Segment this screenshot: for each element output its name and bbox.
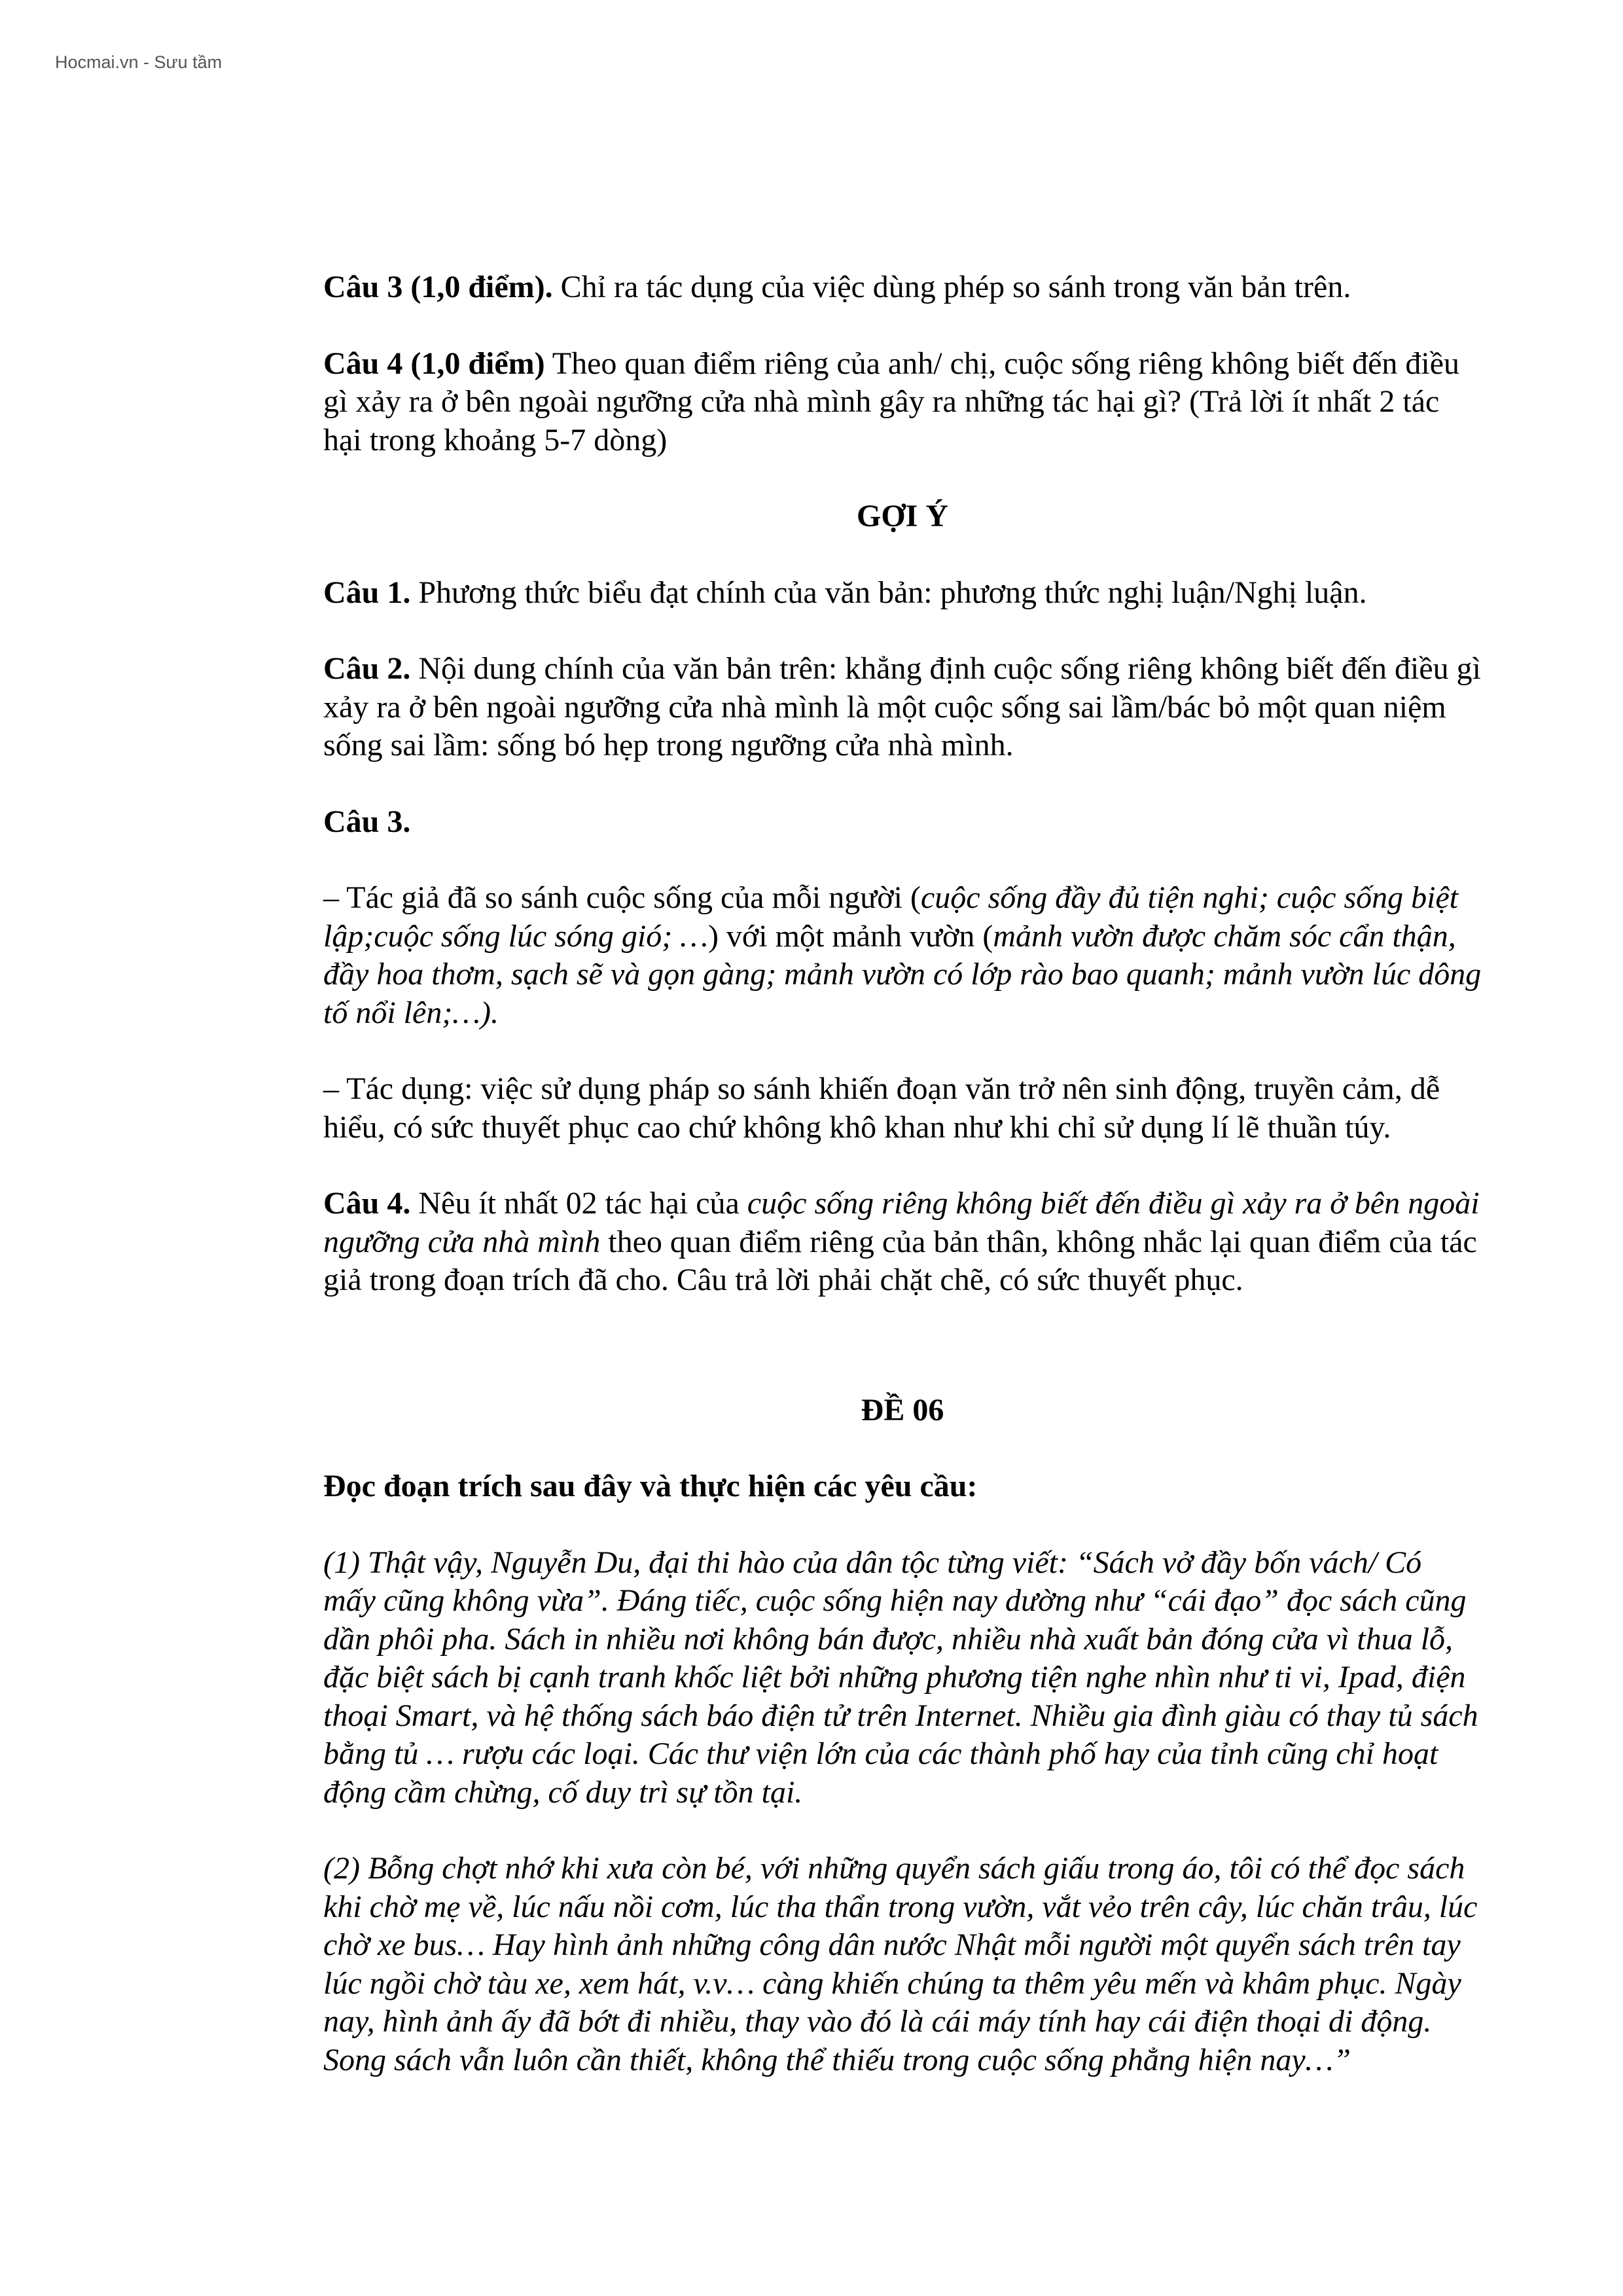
- answer-3-bullet-1-italic-2: mảnh vườn được chăm sóc cẩn thận, đầy hoa thơm, sạch sẽ và gọn gàng; mảnh vườn có lớp rào bao quanh; mảnh vườn lúc dông tố nổi lên;…).: [323, 918, 1482, 1030]
- question-3-text: Chỉ ra tác dụng của việc dùng phép so sánh trong văn bản trên.: [552, 270, 1351, 304]
- question-4: [323, 345, 1482, 460]
- passage-1: [323, 1544, 1482, 1812]
- answer-3-bullet-1-prefix: – Tác giả đã so sánh cuộc sống của mỗi người (: [323, 880, 921, 915]
- question-4-label: Câu 4 (1,0 điểm): [323, 346, 545, 381]
- answer-3-bullet-1-mid: ) với một mảnh vườn (: [707, 918, 993, 954]
- question-3-label: Câu 3 (1,0 điểm).: [323, 270, 553, 304]
- answer-3-bullet-2: – Tác dụng: việc sử dụng pháp so sánh khiến đoạn văn trở nên sinh động, truyền cảm, dễ hiểu, có sức thuyết phục cao chứ không khô khan như khi chỉ sử dụng lí lẽ thuần túy.: [323, 1071, 1440, 1145]
- answer-3-bullet-1-italic-1: cuộc sống đầy đủ tiện nghi; cuộc sống biệt lập;cuộc sống lúc sóng gió; …: [323, 880, 1459, 954]
- answer-4-italic: cuộc sống riêng không biết đến điều gì xảy ra ở bên ngoài ngưỡng cửa nhà mình: [323, 1186, 1480, 1259]
- de-06-instruction: [323, 1467, 1482, 1506]
- answer-4-pre: Nêu ít nhất 02 tác hại của: [410, 1186, 747, 1221]
- de-06-title: ĐỀ 06: [861, 1392, 944, 1427]
- answer-2-label: Câu 2.: [323, 651, 411, 686]
- source-header: Hocmai.vn - Sưu tầm: [55, 52, 223, 72]
- answer-4: [323, 1185, 1482, 1300]
- answer-3-label: Câu 3.: [323, 804, 411, 839]
- answer-2: [323, 650, 1482, 765]
- answer-2-text: Nội dung chính của văn bản trên: khẳng định cuộc sống riêng không biết đến điều gì xảy ra ở bên ngoài ngưỡng cửa nhà mình là một cuộc sống sai lầm/bác bỏ một quan niệm sống sai lầm: sống bó hẹp trong ngưỡng cửa nhà mình.: [323, 651, 1481, 762]
- passage-1-text: (1) Thật vậy, Nguyễn Du, đại thi hào của dân tộc từng viết: “Sách vở đầy bốn vách/ Có mấy cũng không vừa”. Đáng tiếc, cuộc sống hiện nay dường như “cái đạo” đọc sách cũng dần phôi pha. Sách in nhiều nơi không bán được, nhiều nhà xuất bản đóng cửa vì thua lỗ, đặc biệt sách bị cạnh tranh khốc liệt bởi những phương tiện nghe nhìn như ti vi, Ipad, điện thoại Smart, và hệ thống sách báo điện tử trên Internet. Nhiều gia đình giàu có thay tủ sách bằng tủ … rượu các loại. Các thư viện lớn của các thành phố hay của tỉnh cũng chỉ hoạt động cầm chừng, cố duy trì sự tồn tại.: [323, 1545, 1478, 1810]
- de-06-instruction-text: Đọc đoạn trích sau đây và thực hiện các yêu cầu:: [323, 1469, 978, 1503]
- question-3: [323, 268, 1482, 307]
- answer-3-label-line: [323, 803, 1482, 842]
- passage-2: [323, 1850, 1482, 2079]
- goi-y-title: GỢI Ý: [856, 499, 948, 533]
- answer-3-bullet-1: [323, 879, 1482, 1032]
- answer-1-text: Phương thức biểu đạt chính của văn bản: phương thức nghị luận/Nghị luận.: [410, 575, 1367, 610]
- passage-2-text: (2) Bỗng chợt nhớ khi xưa còn bé, với những quyển sách giấu trong áo, tôi có thể đọc sách khi chờ mẹ về, lúc nấu nồi cơm, lúc tha thẩn trong vườn, vắt vẻo trên cây, lúc chăn trâu, lúc chờ xe bus… Hay hình ảnh những công dân nước Nhật mỗi người một quyển sách trên tay lúc ngồi chờ tàu xe, xem hát, v.v… càng khiến chúng ta thêm yêu mến và khâm phục. Ngày nay, hình ảnh ấy đã bớt đi nhiều, thay vào đó là cái máy tính hay cái điện thoại di động. Song sách vẫn luôn cần thiết, không thể thiếu trong cuộc sống phẳng hiện nay…”: [323, 1851, 1478, 2077]
- question-4-text: Theo quan điểm riêng của anh/ chị, cuộc sống riêng không biết đến điều gì xảy ra ở bên ngoài ngưỡng cửa nhà mình gây ra những tác hại gì? (Trả lời ít nhất 2 tác hại trong khoảng 5-7 dòng): [323, 346, 1460, 457]
- answer-4-post: theo quan điểm riêng của bản thân, không nhắc lại quan điểm của tác giả trong đoạn trích đã cho. Câu trả lời phải chặt chẽ, có sức thuyết phục.: [323, 1224, 1477, 1297]
- answer-4-label: Câu 4.: [323, 1186, 411, 1221]
- answer-1-label: Câu 1.: [323, 575, 411, 610]
- answer-1: [323, 574, 1482, 613]
- document-body: [323, 268, 1482, 2079]
